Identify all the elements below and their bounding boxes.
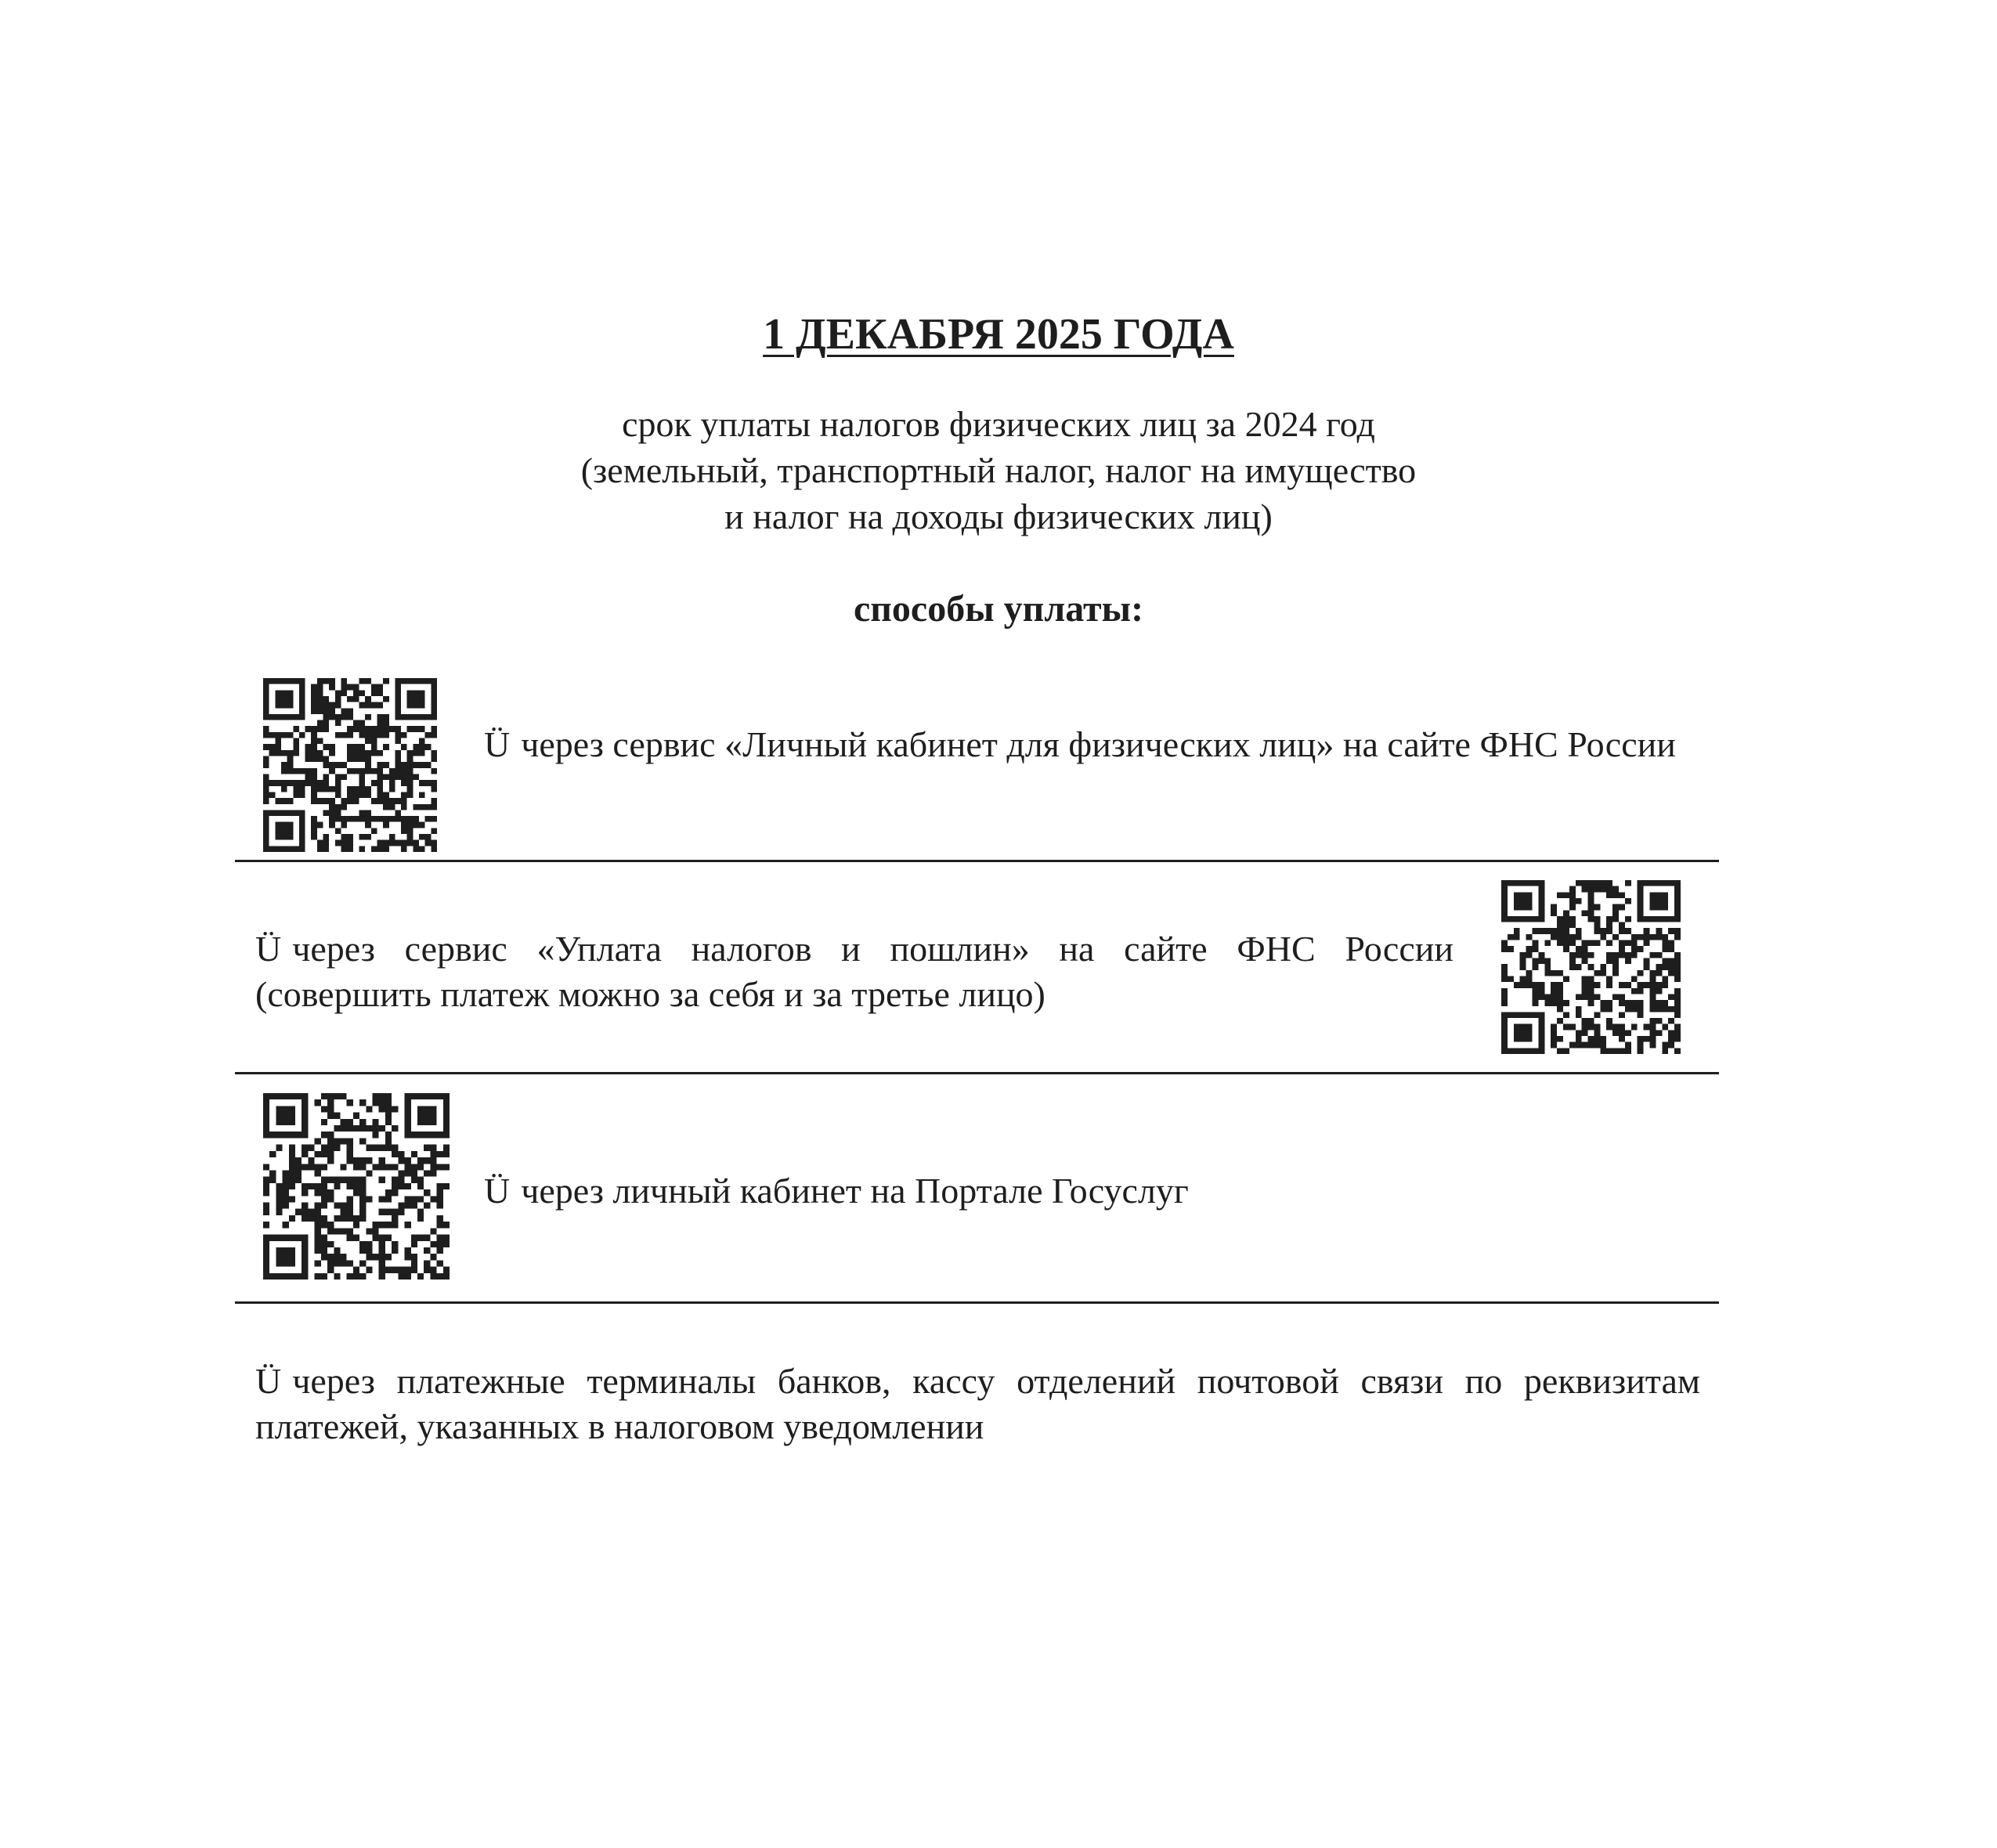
- method-text-2: через сервис «Уплата налогов и пошлин» на сайте ФНС России (совершить платеж можно за себя и за третье лицо): [255, 929, 1454, 1014]
- bullet-icon: Ü: [255, 929, 282, 969]
- qr-code-icon: [263, 1093, 450, 1280]
- method-item-2: [255, 926, 1454, 1017]
- subtitle-line-2: (земельный, транспортный налог, налог на имущество: [580, 450, 1417, 490]
- qr-code-icon: [263, 678, 437, 852]
- bullet-icon: Ü: [484, 724, 511, 764]
- method-text-4: через платежные терминалы банков, кассу отделений почтовой связи по реквизитам платежей, указанных в налоговом уведомлении: [255, 1361, 1700, 1446]
- method-item-3: [484, 1168, 1700, 1214]
- subtitle-line-1: срок уплаты налогов физических лиц за 2024 год: [622, 404, 1375, 444]
- divider-2: [235, 1072, 1719, 1074]
- method-text-3: через личный кабинет на Портале Госуслуг: [521, 1171, 1189, 1211]
- bullet-icon: Ü: [255, 1361, 282, 1401]
- method-text-1: через сервис «Личный кабинет для физических лиц» на сайте ФНС России: [521, 724, 1676, 764]
- qr-code-icon: [1501, 880, 1681, 1054]
- bullet-icon: Ü: [484, 1171, 511, 1211]
- method-item-4: [255, 1359, 1700, 1449]
- page-title: 1 ДЕКАБРЯ 2025 ГОДА: [763, 310, 1234, 359]
- method-item-1: [484, 722, 1700, 767]
- subtitle: [0, 401, 1997, 540]
- divider-3: [235, 1301, 1719, 1304]
- subtitle-line-3: и налог на доходы физических лиц): [724, 496, 1273, 536]
- divider-1: [235, 860, 1719, 862]
- methods-heading: способы уплаты:: [853, 588, 1144, 630]
